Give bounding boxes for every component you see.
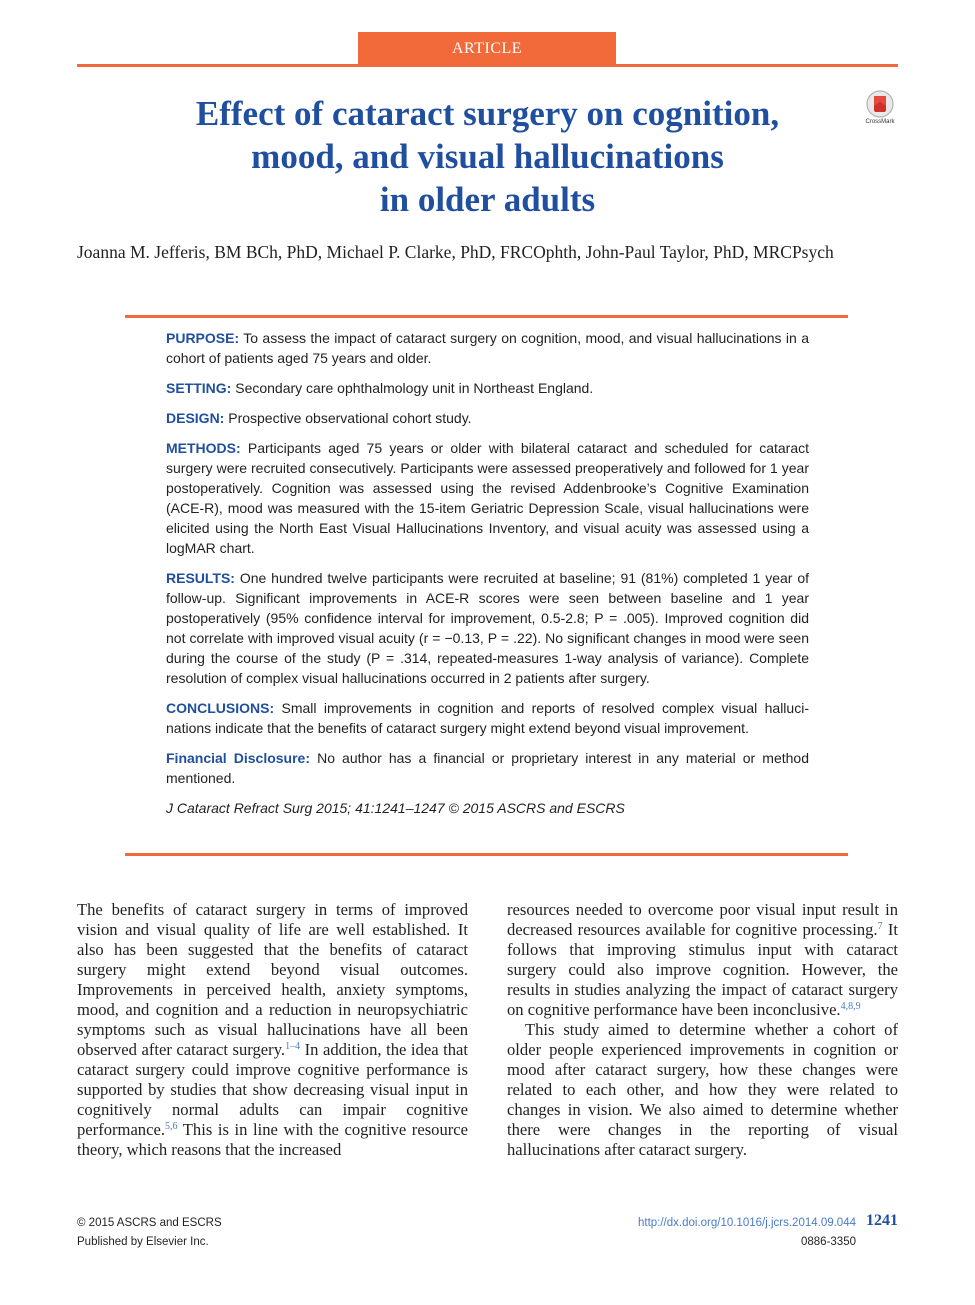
body-column-left [77, 900, 468, 1160]
intro-paragraph-2: This study aimed to determine whether a cohort of older people experienced improvements in cognition or mood after cataract surgery, how these changes were related to each other, and how they were related to changes in vision. We also aimed to determine whether there were changes in the reporting of visual hallucinations after cataract surgery. [507, 1020, 898, 1159]
purpose-label: PURPOSE: [166, 330, 240, 346]
footer-doi-link[interactable]: http://dx.doi.org/10.1016/j.jcrs.2014.09.044 [637, 1217, 856, 1229]
reference-link[interactable]: 1–4 [285, 1041, 301, 1052]
intro-paragraph-1 [77, 900, 468, 1160]
design-label: DESIGN: [166, 410, 225, 426]
title-line-1: Effect of cataract surgery on cognition, [195, 94, 780, 133]
author-list: Joanna M. Jefferis, BM BCh, PhD, Michael P. Clarke, PhD, FRCOphth, John-Paul Taylor, PhD, MRCPsych [77, 242, 834, 262]
abstract-bottom-rule [125, 853, 848, 856]
abstract-design [166, 408, 809, 428]
crossmark-label: CrossMark [865, 119, 895, 125]
journal-citation: J Cataract Refract Surg 2015; 41:1241–1247 © 2015 ASCRS and ESCRS [166, 800, 625, 816]
methods-text: Participants aged 75 years or older with bilateral cataract and scheduled for cataract surgery were recruited consecutively. Participants were assessed preoperatively and followed for 1 year postoperatively. Cognition was assessed using the revised Addenbrooke’s Cognitive Examination (ACE-R), mood was measured with the 15-item Geriatric Depression Scale, visual hallucinations were elicited using the North East Visual Hallucinations Inventory, and visual acuity was assessed using a logMAR chart. [166, 440, 809, 556]
intro-text-e: It follows that improving stimulus input with cataract surgery could also improve cognition. However, the results in studies analyzing the impact of cataract surgery on cognitive performance have been inconclusive. [507, 920, 898, 1019]
purpose-text: To assess the impact of cataract surgery on cognition, mood, and visual hallucinations in a cohort of patients aged 75 years and older. [166, 330, 809, 366]
results-text: One hundred twelve participants were recruited at baseline; 91 (81%) completed 1 year of follow-up. Significant improvements in ACE-R scores were seen between baseline and 1 year postoperatively (95% confidence interval for improvement, 0.5-2.8; P = .005). Improved cognition did not correlate with improved visual acuity (r = −0.13, P = .22). No significant changes in mood were seen during the course of the study (P = .314, repeated-measures 1-way analysis of variance). Complete resolution of complex visual hallucinations occurred in 2 patients after surgery. [166, 570, 809, 686]
results-label: RESULTS: [166, 570, 235, 586]
disclosure-text: No author has a financial or proprietary interest in any material or method mentioned. [166, 750, 809, 786]
abstract-disclosure [166, 748, 809, 788]
intro-text-d: resources needed to overcome poor visual input result in decreased resources available for cognitive processing. [507, 900, 898, 939]
intro-text-c: This is in line with the cognitive resource theory, which reasons that the increased [77, 1120, 468, 1159]
page-number: 1241 [866, 1212, 898, 1229]
intro-text-a: The benefits of cataract surgery in terms of improved vision and visual quality of life are well established. It also has been suggested that the benefits of cataract surgery might extend beyond visual outcomes. Improvements in perceived health, anxiety symptoms, mood, and cognition and a reduction in neuropsychiatric symptoms such as visual hallucinations have all been observed after cataract surgery. [77, 900, 468, 1059]
reference-link[interactable]: 5,6 [164, 1121, 178, 1132]
setting-label: SETTING: [166, 380, 232, 396]
abstract-purpose [166, 328, 809, 368]
article-type-banner: ARTICLE [358, 32, 616, 66]
design-text: Prospective observational cohort study. [224, 410, 472, 426]
conclusions-label: CONCLUSIONS: [166, 700, 275, 716]
reference-link[interactable]: 7 [877, 921, 883, 932]
article-title [120, 92, 855, 221]
disclosure-label: Financial Disclosure: [166, 750, 311, 766]
footer-publisher: Published by Elsevier Inc. [77, 1236, 209, 1248]
abstract-results [166, 568, 809, 688]
top-rule [77, 64, 898, 67]
abstract [166, 328, 809, 828]
footer-copyright: © 2015 ASCRS and ESCRS [77, 1217, 222, 1229]
abstract-top-rule [125, 315, 848, 318]
footer-issn: 0886-3350 [801, 1236, 856, 1248]
body-column-right [507, 900, 898, 1160]
title-line-3: in older adults [379, 180, 596, 219]
setting-text: Secondary care ophthalmology unit in Northeast England. [231, 380, 594, 396]
methods-label: METHODS: [166, 440, 241, 456]
intro-paragraph-1-cont [507, 900, 898, 1020]
abstract-conclusions [166, 698, 809, 738]
abstract-methods [166, 438, 809, 558]
conclusions-text: Small improvements in cognition and reports of resolved complex visual hallucinations indicate that the benefits of cataract surgery might extend beyond visual improvement. [166, 700, 809, 736]
title-line-2: mood, and visual hallucinations [251, 137, 724, 176]
intro-text-b: In addition, the idea that cataract surgery could improve cognitive performance is supported by studies that show decreasing visual input in cognitively normal adults can impair cognitive performance. [77, 1040, 468, 1139]
reference-link[interactable]: 4,8,9 [840, 1001, 861, 1012]
abstract-setting [166, 378, 809, 398]
